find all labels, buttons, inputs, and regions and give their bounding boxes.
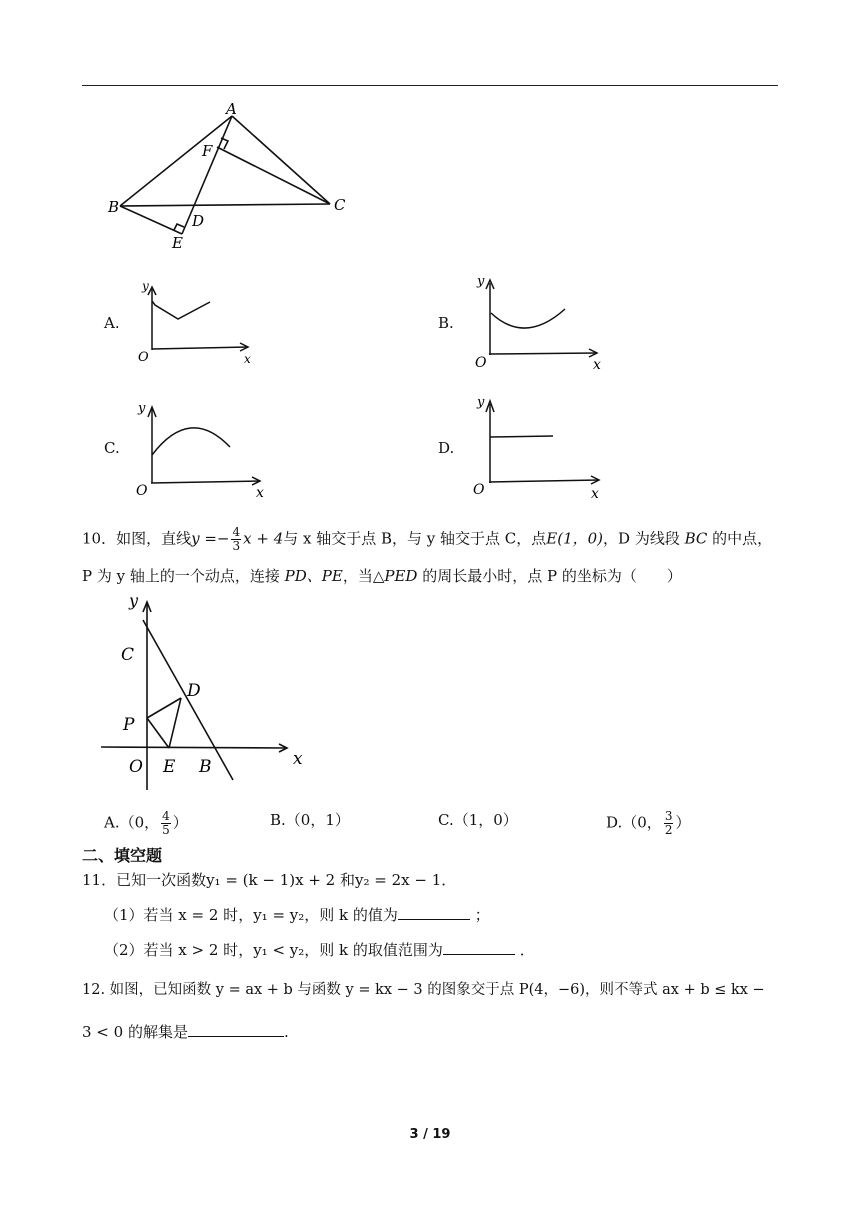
- triangle-ped: PED: [384, 567, 418, 585]
- point-e: E(1，0): [546, 529, 604, 548]
- origin-label: O: [136, 483, 148, 499]
- y-axis-label: y: [142, 279, 149, 293]
- q11-text: ．: [519, 941, 535, 959]
- graph-option-a: [130, 275, 260, 370]
- fraction-denominator: 3: [232, 539, 241, 553]
- option-text: D.（0，: [606, 813, 662, 832]
- option-text: ）: [172, 813, 188, 832]
- page-number: 3 / 19: [409, 1127, 451, 1142]
- q12-text: 3 < 0 的解集是: [82, 1023, 188, 1041]
- origin-label: O: [473, 482, 485, 498]
- point-label-C: C: [121, 645, 135, 665]
- fraction-numerator: 3: [664, 809, 673, 823]
- q10-option-a: [104, 810, 188, 837]
- point-label-B: B: [199, 757, 212, 777]
- q11-text: （2）若当 x > 2 时，y₁ < y₂，则 k 的取值范围为: [104, 941, 443, 959]
- section-heading: 二、填空题: [82, 846, 163, 865]
- graph-option-d: [465, 388, 610, 503]
- y-axis-label: y: [129, 591, 139, 610]
- graph-option-b: [465, 265, 610, 375]
- point-label-C: C: [334, 196, 346, 214]
- q12-line2: [82, 1022, 289, 1042]
- q10-text: ，D 为线段: [603, 529, 680, 548]
- q11-line1: 11．已知一次函数y₁ = (k − 1)x + 2 和y₂ = 2x − 1．: [82, 871, 457, 889]
- q10-option-c: C.（1，0）: [438, 811, 518, 829]
- option-d-label: D.: [438, 439, 455, 457]
- point-label-E: E: [172, 234, 183, 252]
- origin-label: O: [475, 355, 487, 371]
- q10-option-d: [606, 810, 690, 837]
- answer-blank[interactable]: [398, 905, 470, 920]
- fraction-denominator: 5: [162, 823, 170, 837]
- point-label-B: B: [108, 198, 120, 216]
- triangle-figure: [100, 100, 360, 260]
- answer-blank[interactable]: [443, 940, 515, 955]
- point-label-O: O: [129, 757, 143, 777]
- q10-text: ，当△: [342, 567, 385, 585]
- option-b-label: B.: [438, 314, 454, 332]
- segment-bc: BC: [684, 529, 708, 548]
- q11-text: （1）若当 x = 2 时，y₁ = y₂，则 k 的值为: [104, 906, 398, 924]
- y-axis-label: y: [138, 401, 146, 416]
- point-label-F: F: [202, 142, 213, 160]
- q12-text: .: [283, 1023, 289, 1041]
- q10-text: 与 x 轴交于点 B，与 y 轴交于点 C，点: [283, 529, 547, 548]
- fraction: [161, 810, 171, 837]
- q10-option-b: B.（0，1）: [270, 811, 350, 829]
- q10-text: 10．如图，直线: [82, 529, 192, 548]
- segments-pd-pe: PD、PE: [284, 567, 343, 585]
- x-axis-label: x: [244, 352, 251, 366]
- option-text: A.（0，: [104, 813, 160, 832]
- q10-text: P 为 y 轴上的一个动点，连接: [82, 567, 280, 585]
- answer-blank[interactable]: [188, 1022, 284, 1037]
- option-c-label: C.: [104, 439, 120, 457]
- fraction: [664, 810, 674, 837]
- q12-line1: 12. 如图，已知函数 y = ax + b 与函数 y = kx − 3 的图象交于点 P(4，−6)，则不等式 ax + b ≤ kx −: [82, 982, 765, 998]
- fraction-numerator: 4: [162, 809, 170, 823]
- origin-label: O: [138, 350, 149, 365]
- x-axis-label: x: [293, 749, 303, 769]
- x-axis-label: x: [593, 357, 601, 373]
- q11-part1: [104, 905, 490, 925]
- point-label-E: E: [163, 757, 176, 777]
- y-axis-label: y: [477, 395, 485, 410]
- q10-text: 的中点，: [712, 529, 773, 548]
- q11-part2: [104, 940, 535, 960]
- header-rule: [82, 85, 778, 86]
- x-axis-label: x: [256, 485, 264, 501]
- fraction-denominator: 2: [664, 823, 673, 837]
- q10-line2: [82, 566, 682, 586]
- q10-text: 的周长最小时，点 P 的坐标为（ ）: [422, 567, 682, 585]
- point-label-P: P: [123, 715, 135, 735]
- point-label-D: D: [192, 212, 205, 230]
- option-a-label: A.: [104, 314, 120, 332]
- q10-equation-part: x + 4: [243, 529, 284, 548]
- graph-option-c: [130, 395, 275, 505]
- option-text: ）: [675, 813, 691, 832]
- q10-equation-part: y =−: [191, 529, 230, 548]
- point-label-D: D: [187, 681, 201, 701]
- fraction: [231, 526, 241, 553]
- fraction-numerator: 4: [232, 525, 241, 539]
- coordinate-figure-q10: [95, 590, 320, 800]
- x-axis-label: x: [591, 486, 599, 502]
- y-axis-label: y: [477, 274, 485, 289]
- point-label-A: A: [226, 100, 237, 118]
- q11-text: ；: [474, 906, 490, 924]
- q10-line1: [82, 526, 772, 553]
